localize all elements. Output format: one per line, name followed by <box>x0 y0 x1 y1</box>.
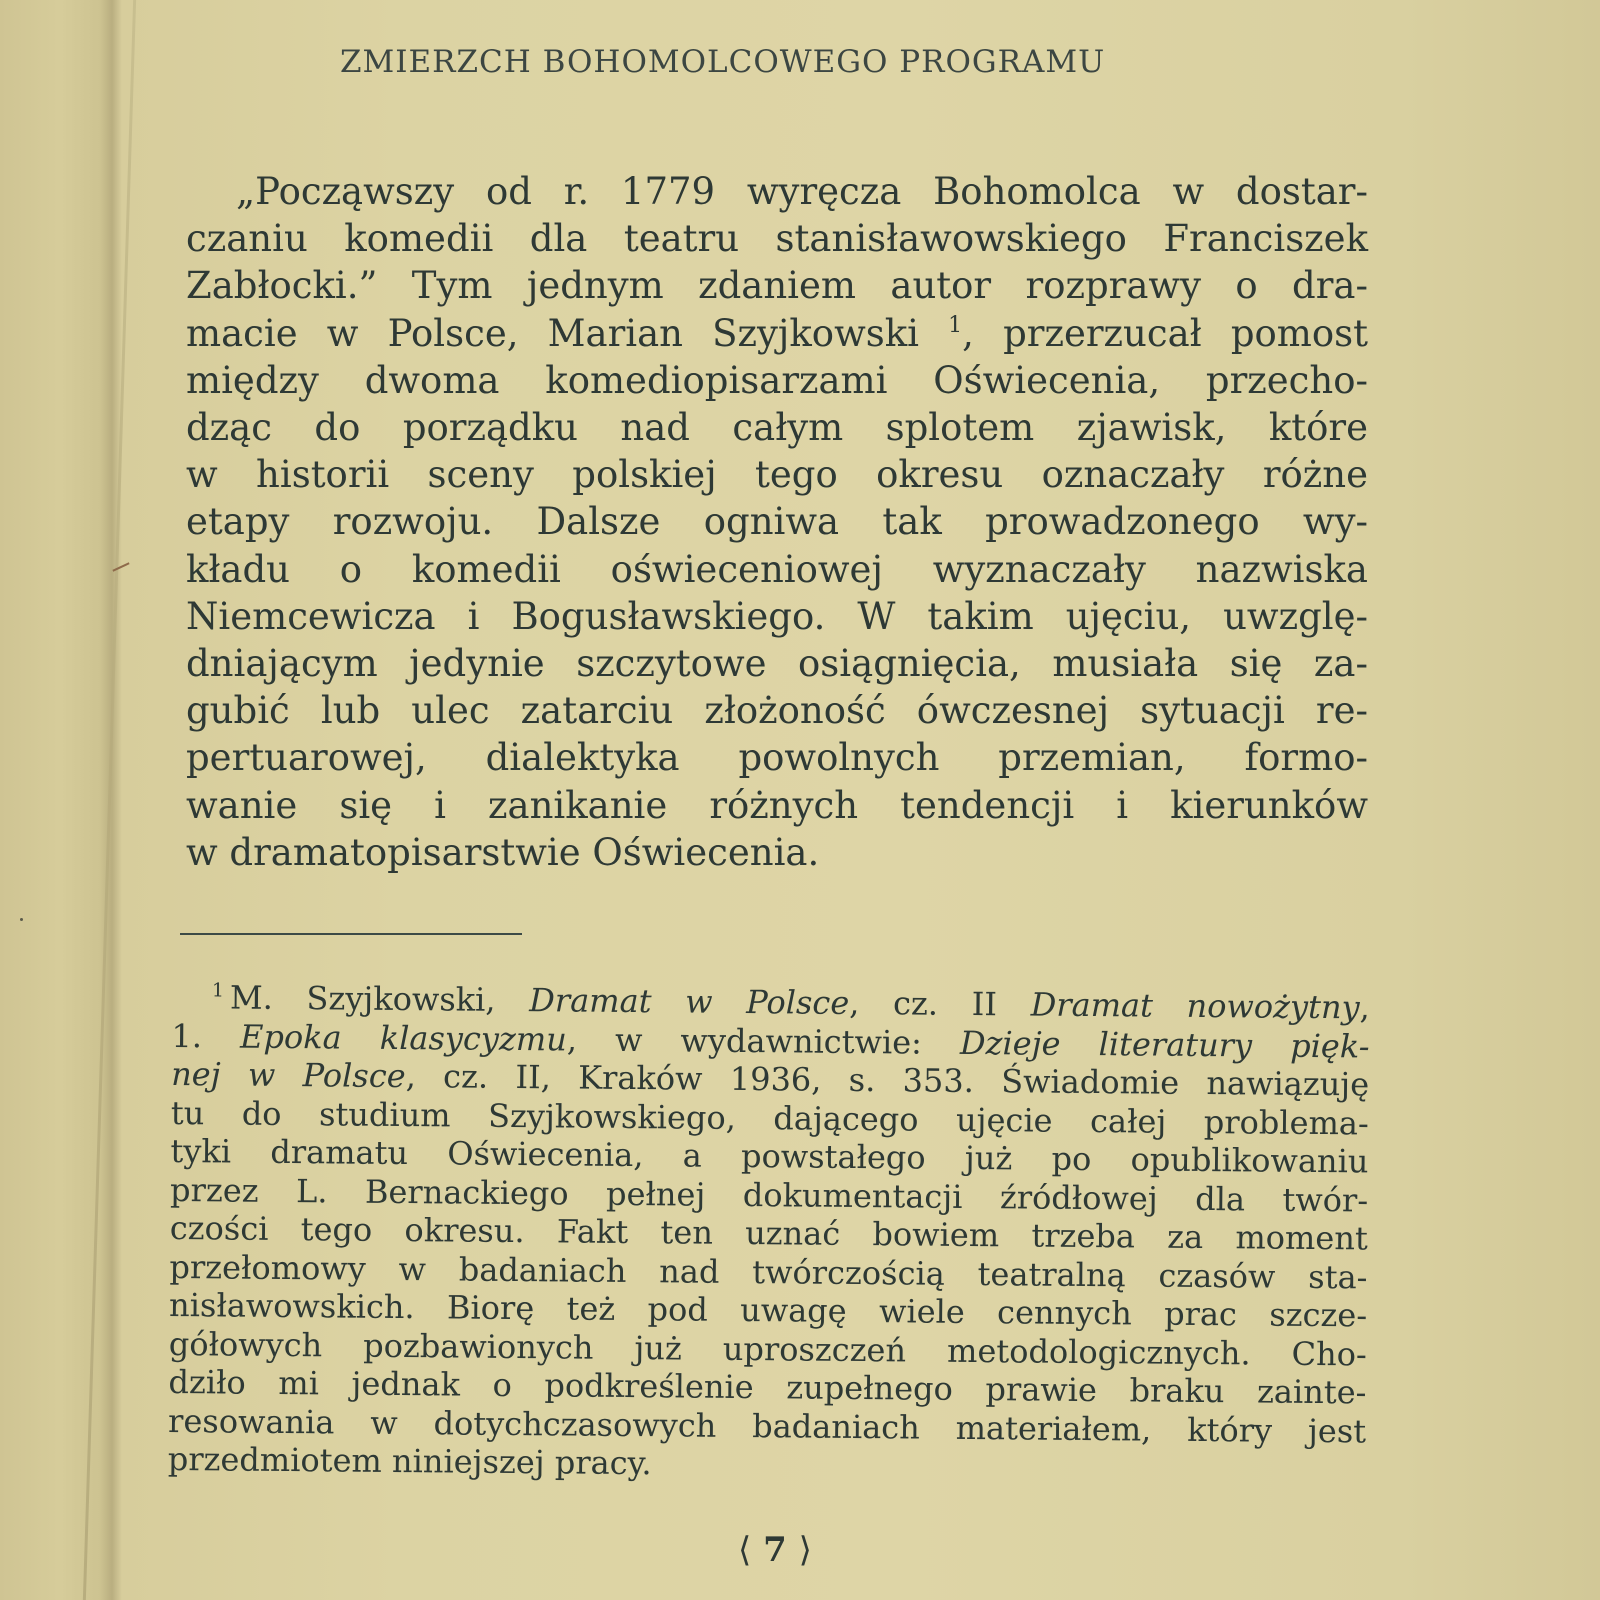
text-line: wanie się i zanikanie różnych tendencji i kierunków <box>186 783 1368 827</box>
left-angle-bracket-icon: ⟨ <box>738 1530 752 1570</box>
footnote-line: $^1$ M. Szyjkowski, Dramat w Polsce, cz. II Dramat nowożytny, <box>211 978 1370 1027</box>
volume-title: Dramat nowożytny <box>1030 985 1360 1027</box>
text-line: w historii sceny polskiej tego okresu oznaczały różne <box>186 453 1368 497</box>
part-title: Epoka klasycyzmu <box>239 1017 567 1058</box>
main-paragraph <box>186 168 1368 876</box>
paper-speck <box>20 918 23 921</box>
footnote-line: tu do studium Szyjkowskiego, dającego ujęcie całej problema- <box>170 1093 1369 1142</box>
footnote-line: tyki dramatu Oświecenia, a powstałego już po opublikowaniu <box>170 1131 1369 1181</box>
text-line: dząc do porządku nad całym splotem zjawisk, które <box>186 406 1368 450</box>
text-line: między dwoma komediopisarzami Oświecenia, przecho- <box>186 358 1368 402</box>
footnote-line: dziło mi jednak o podkreślenie zupełnego prawie braku zainte- <box>168 1362 1367 1412</box>
footnote-1 <box>168 978 1370 1489</box>
right-angle-bracket-icon: ⟩ <box>798 1530 812 1570</box>
text-line: czaniu komedii dla teatru stanisławowskiego Franciszek <box>186 217 1368 261</box>
page-number <box>730 1530 820 1570</box>
footnote-line: 1. Epoka klasycyzmu, w wydawnictwie: Dzieje literatury pięk- <box>171 1016 1370 1065</box>
text-line: w dramatopisarstwie Oświecenia. <box>186 830 820 874</box>
footnote-line: przełomowy w badaniach nad twórczością teatralną czasów sta- <box>169 1247 1368 1296</box>
text-line: etapy rozwoju. Dalsze ogniwa tak prowadzonego wy- <box>186 500 1368 544</box>
footnote-line: czości tego okresu. Fakt ten uznać bowiem trzeba za moment <box>169 1208 1368 1258</box>
footnote-line: resowania w dotychczasowych badaniach materiałem, który jest <box>167 1401 1367 1450</box>
footnote-line: nej w Polsce, cz. II, Kraków 1936, s. 353. Świadomie nawiązuję <box>170 1054 1370 1104</box>
footnote-reference[interactable]: 1 <box>948 312 963 338</box>
book-title: Dramat w Polsce <box>529 981 850 1022</box>
text-line: Zabłocki.” Tym jednym zdaniem autor rozprawy o dra- <box>186 264 1368 308</box>
text-line: „Począwszy od r. 1779 wyręcza Bohomolca w dostar- <box>236 170 1368 213</box>
text-line: dniającym jedynie szczytowe osiągnięcia, musiała się za- <box>186 642 1368 686</box>
footnote-line: gółowych pozbawionych już uproszczeń metodologicznych. Cho- <box>168 1324 1367 1373</box>
footnote-line: nisławowskich. Biorę też pod uwagę wiele cennych prac szcze- <box>168 1285 1368 1335</box>
series-title: Dzieje literatury pięk- <box>959 1023 1370 1065</box>
footnote-line: przez L. Bernackiego pełnej dokumentacji źródłowej dla twór- <box>169 1170 1369 1219</box>
running-head: ZMIERZCH BOHOMOLCOWEGO PROGRAMU <box>340 44 1106 80</box>
page-gutter <box>83 0 136 1600</box>
series-title-cont: nej w Polsce <box>170 1054 406 1096</box>
page-number-value: 7 <box>763 1530 787 1570</box>
text-line: gubić lub ulec zatarciu złożoność ówczesnej sytuacji re- <box>186 689 1368 733</box>
footnote-divider <box>180 933 522 935</box>
text-line: kładu o komedii oświeceniowej wyznaczały nazwiska <box>186 547 1368 591</box>
text-line: Niemcewicza i Bogusławskiego. W takim ujęciu, uwzglę- <box>186 594 1368 638</box>
text-line: macie w Polsce, Marian Szyjkowski $^1$, przerzucał pomost <box>186 311 1368 355</box>
text-line: pertuarowej, dialektyka powolnych przemian, formo- <box>186 736 1368 780</box>
footnote-line: przedmiotem niniejszej pracy. <box>167 1439 652 1483</box>
footnote-number: 1 <box>211 979 225 1002</box>
